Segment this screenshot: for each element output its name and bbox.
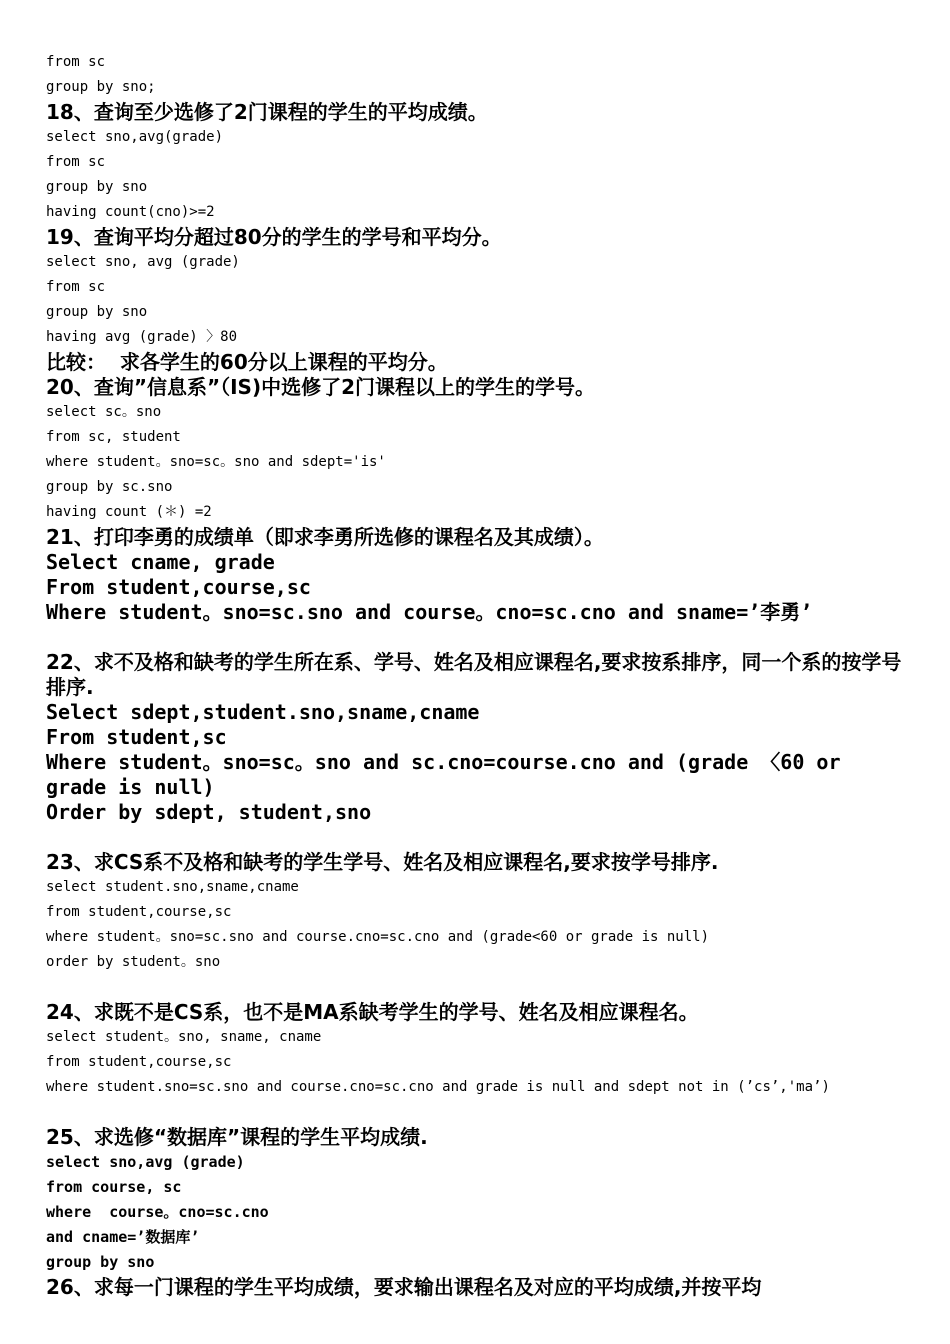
question-18-heading: 18、查询至少选修了2门课程的学生的平均成绩。 [46, 100, 488, 124]
question-22-heading: 22、求不及格和缺考的学生所在系、学号、姓名及相应课程名,要求按系排序，同一个系的按学号排序. [46, 650, 902, 699]
code-line: order by student。sno [46, 954, 221, 970]
question-26-heading: 26、求每一门课程的学生平均成绩，要求输出课程名及对应的平均成绩,并按平均 [46, 1275, 762, 1299]
code-line: where student。sno=sc。sno and sdept='is' [46, 454, 386, 470]
sql-line: Where student。sno=sc。sno and sc.cno=course.cno and (grade 〈60 or grade is null) [46, 750, 841, 799]
question-20-heading: 20、查询”信息系”（IS)中选修了2门课程以上的学生的学号。 [46, 375, 596, 399]
code-line: from student,course,sc [46, 904, 232, 920]
sql-line: and cname=’数据库’ [46, 1228, 200, 1246]
sql-line: Where student。sno=sc.sno and course。cno=sc.cno and sname=’李勇’ [46, 600, 813, 624]
question-21-heading: 21、打印李勇的成绩单（即求李勇所选修的课程名及其成绩）。 [46, 525, 604, 549]
sql-line: Select sdept,student.sno,sname,cname [46, 700, 480, 724]
blank-line [46, 825, 906, 850]
blank-line [46, 625, 906, 650]
document-page [46, 50, 906, 1300]
code-line: select student.sno,sname,cname [46, 879, 299, 895]
code-line: group by sno [46, 179, 148, 195]
sql-line: group by sno [46, 1253, 155, 1271]
question-24-heading: 24、求既不是CS系，也不是MA系缺考学生的学号、姓名及相应课程名。 [46, 1000, 699, 1024]
sql-line: where course。cno=sc.cno [46, 1203, 269, 1221]
sql-line: Select cname, grade [46, 550, 275, 574]
comparison-note: 比较： 求各学生的60分以上课程的平均分。 [46, 350, 448, 374]
code-line: where student.sno=sc.sno and course.cno=sc.cno and grade is null and sdept not in (’cs’,'ma’) [46, 1079, 830, 1095]
blank-line [46, 1100, 906, 1125]
blank-line [46, 975, 906, 1000]
code-line: group by sno; [46, 79, 156, 95]
code-line: having count(cno)>=2 [46, 204, 215, 220]
code-line: select student。sno, sname, cname [46, 1029, 322, 1045]
sql-line: from course, sc [46, 1178, 182, 1196]
question-23-heading: 23、求CS系不及格和缺考的学生学号、姓名及相应课程名,要求按学号排序. [46, 850, 719, 874]
code-line: from sc [46, 279, 106, 295]
code-line: select sno,avg(grade) [46, 129, 224, 145]
code-line: where student。sno=sc.sno and course.cno=sc.cno and (grade<60 or grade is null) [46, 929, 710, 945]
code-line: having count (＊) =2 [46, 504, 212, 520]
sql-line: Order by sdept, student,sno [46, 800, 372, 824]
code-line: having avg (grade) 〉80 [46, 329, 238, 345]
code-line: group by sc.sno [46, 479, 173, 495]
code-line: from sc [46, 54, 106, 70]
question-25-heading: 25、求选修“数据库”课程的学生平均成绩. [46, 1125, 428, 1149]
question-19-heading: 19、查询平均分超过80分的学生的学号和平均分。 [46, 225, 502, 249]
code-line: from sc, student [46, 429, 181, 445]
code-line: from sc [46, 154, 106, 170]
code-line: select sc。sno [46, 404, 162, 420]
code-line: from student,course,sc [46, 1054, 232, 1070]
sql-line: select sno,avg (grade) [46, 1153, 245, 1171]
code-line: select sno, avg (grade) [46, 254, 240, 270]
sql-line: From student,sc [46, 725, 227, 749]
sql-line: From student,course,sc [46, 575, 311, 599]
code-line: group by sno [46, 304, 148, 320]
